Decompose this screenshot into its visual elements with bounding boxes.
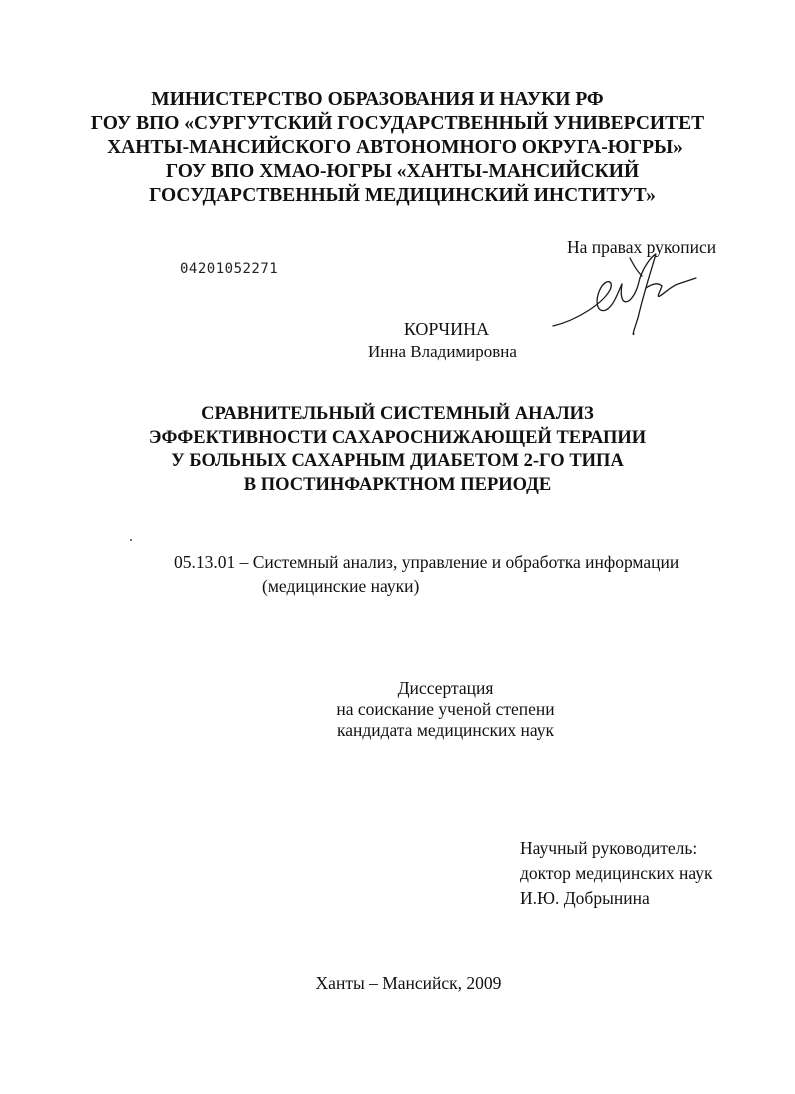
specialty-code-line: 05.13.01 – Системный анализ, управление и обработка информации xyxy=(174,552,680,572)
header-line: ХАНТЫ-МАНСИЙСКОГО АВТОНОМНОГО ОКРУГА-ЮГРЫ» xyxy=(107,137,683,158)
degree-statement xyxy=(0,678,795,741)
supervisor-label: Научный руководитель: xyxy=(520,838,698,858)
degree-line: Диссертация xyxy=(397,678,494,698)
institution-header xyxy=(0,88,795,208)
header-line: МИНИСТЕРСТВО ОБРАЗОВАНИЯ И НАУКИ РФ xyxy=(151,89,604,110)
author-surname-text: КОРЧИНА xyxy=(403,319,490,339)
title-line: ЭФФЕКТИВНОСТИ САХАРОСНИЖАЮЩЕЙ ТЕРАПИИ xyxy=(148,427,647,448)
author-name xyxy=(0,342,795,362)
specialty-sub-line: (медицинские науки) xyxy=(262,576,420,596)
author-name-text: Инна Владимировна xyxy=(368,342,517,361)
catalog-code: 04201052271 xyxy=(180,261,279,277)
supervisor-degree: доктор медицинских наук xyxy=(520,863,713,883)
title-line: СРАВНИТЕЛЬНЫЙ СИСТЕМНЫЙ АНАЛИЗ xyxy=(201,404,594,424)
city-year-text: Ханты – Мансийск, 2009 xyxy=(315,973,502,993)
city-year xyxy=(0,973,795,994)
degree-line: кандидата медицинских наук xyxy=(336,720,555,740)
header-line: ГОУ ВПО ХМАО-ЮГРЫ «ХАНТЫ-МАНСИЙСКИЙ xyxy=(165,161,640,182)
title-line: В ПОСТИНФАРКТНОМ ПЕРИОДЕ xyxy=(243,474,552,495)
dissertation-title xyxy=(0,403,795,497)
manuscript-note: На правах рукописи xyxy=(567,237,717,257)
supervisor-name: И.Ю. Добрынина xyxy=(520,888,650,908)
scan-speck xyxy=(130,539,132,541)
header-line: ГОСУДАРСТВЕННЫЙ МЕДИЦИНСКИЙ ИНСТИТУТ» xyxy=(149,185,656,206)
degree-line: на соискание ученой степени xyxy=(336,699,555,719)
title-line: У БОЛЬНЫХ САХАРНЫМ ДИАБЕТОМ 2-ГО ТИПА xyxy=(171,451,624,471)
supervisor-block xyxy=(520,836,712,911)
author-surname xyxy=(0,319,795,340)
header-line: ГОУ ВПО «СУРГУТСКИЙ ГОСУДАРСТВЕННЫЙ УНИВЕРСИТЕТ xyxy=(90,113,705,134)
